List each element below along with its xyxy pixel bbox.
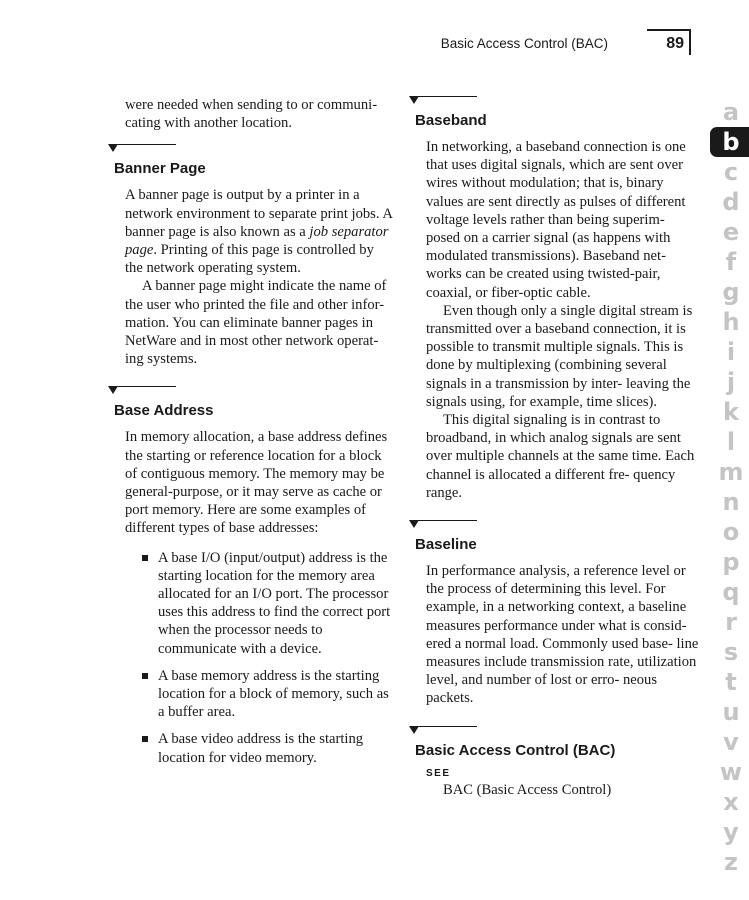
thumb-index-letter-r: r — [725, 608, 737, 636]
thumb-index-letter-i: i — [726, 338, 736, 366]
right-column — [409, 96, 699, 799]
entry-paragraph: A banner page might indicate the name of the user who printed the file and other infor- mation. You can eliminate banner pages in NetWare and in most other network operat- ing systems. — [125, 278, 387, 368]
entry-base-address — [108, 386, 394, 766]
page-number: 89 — [666, 35, 684, 52]
entry-title: Base Address — [114, 402, 214, 420]
thumb-index-letter-b: b — [710, 127, 749, 157]
thumb-index-letter-k: k — [723, 398, 739, 426]
thumb-index-letter-s: s — [723, 638, 739, 666]
alphabet-thumb-index — [706, 97, 749, 877]
entry-title: Baseband — [415, 112, 487, 129]
entry-paragraph: A banner page is output by a printer in a network environment to separate print jobs. A banner page is also known as a job separator page. Printing of this page is controlled by the network operating system. — [125, 187, 393, 277]
running-header — [440, 36, 690, 58]
thumb-index-letter-a: a — [722, 98, 740, 126]
thumb-index-letter-w: w — [719, 758, 743, 786]
thumb-index-letter-v: v — [723, 728, 739, 756]
triangle-marker-icon — [409, 96, 419, 104]
thumb-index-letter-j: j — [726, 368, 736, 396]
entry-marker — [108, 386, 394, 398]
entry-baseline — [409, 520, 699, 708]
thumb-index-letter-u: u — [722, 698, 740, 726]
bullet-square-icon — [142, 555, 148, 561]
header-rule-vertical — [689, 29, 691, 55]
thumb-index-letter-p: p — [722, 548, 740, 576]
header-rule — [647, 29, 691, 31]
entry-paragraph: Even though only a single digital stream is transmitted over a baseband connection, it is possible to transmit multiple signals. This is done by multiplexing (combining several signals in a transmission by inter- leaving the signals using, for example, time slices). — [426, 302, 693, 410]
thumb-index-letter-o: o — [722, 518, 740, 546]
triangle-marker-icon — [108, 144, 118, 152]
thumb-index-letter-m: m — [718, 458, 744, 486]
thumb-index-letter-c: c — [723, 158, 739, 186]
entry-marker — [409, 96, 699, 108]
bullet-square-icon — [142, 736, 148, 742]
thumb-index-letter-e: e — [722, 218, 740, 246]
triangle-marker-icon — [108, 386, 118, 394]
thumb-index-letter-f: f — [725, 248, 737, 276]
left-column — [108, 96, 394, 776]
thumb-index-letter-d: d — [722, 188, 740, 216]
entry-marker — [108, 144, 394, 156]
bullet-list — [108, 549, 394, 767]
thumb-index-letter-l: l — [726, 428, 736, 456]
carry-over-text: were needed when sending to or communi- cating with another location. — [125, 97, 378, 132]
emphasis-term: job separator page — [125, 223, 389, 259]
thumb-index-letter-y: y — [723, 818, 739, 846]
entry-paragraph: In networking, a baseband connection is one that uses digital signals, which are sent over wires without modulation; that is, binary values are sent directly as pulses of different voltage levels rather than being superim- posed on a carrier signal (as happens with modulated transmissions). Baseband net- works can be created using twisted-pair, coaxial, or fiber-optic cable. — [426, 139, 686, 301]
list-item: A base memory address is the starting location for a block of memory, such as a buffer area. — [108, 667, 394, 722]
entry-marker — [409, 726, 699, 738]
entry-title: Basic Access Control (BAC) — [415, 741, 616, 759]
entry-title: Banner Page — [114, 160, 206, 178]
entry-banner-page — [108, 144, 394, 368]
list-item: A base video address is the starting location for video memory. — [108, 730, 394, 766]
thumb-index-letter-n: n — [722, 488, 740, 516]
entry-basic-access-control — [409, 726, 699, 799]
list-item: A base I/O (input/output) address is the starting location for the memory area allocated for an I/O port. The processor uses this address to find the correct port when the processor needs to communicate with a device. — [108, 549, 394, 658]
thumb-index-letter-x: x — [723, 788, 739, 816]
thumb-index-letter-z: z — [724, 848, 738, 876]
thumb-index-letter-q: q — [722, 578, 740, 606]
thumb-index-letter-h: h — [722, 308, 740, 336]
cross-reference: BAC (Basic Access Control) — [443, 781, 612, 798]
entry-paragraph: This digital signaling is in contrast to broadband, in which analog signals are sent over multiple channels at the same time. Each channel is allocated a different fre- quency range. — [426, 412, 695, 501]
entry-paragraph: In performance analysis, a reference level or the process of determining this level. For example, in a networking context, a baseline measures performance under what is consid- ered a normal load. Commonly used base- line measures include transmission rate, utilization level, and number of lost or erro- neous packets. — [426, 563, 699, 707]
bullet-square-icon — [142, 673, 148, 679]
thumb-index-letter-t: t — [725, 668, 737, 696]
entry-marker — [409, 520, 699, 532]
see-label: SEE — [426, 767, 451, 779]
triangle-marker-icon — [409, 520, 419, 528]
entry-baseband — [409, 96, 699, 502]
thumb-index-letter-g: g — [722, 278, 740, 306]
running-header-title: Basic Access Control (BAC) — [440, 36, 608, 51]
triangle-marker-icon — [409, 726, 419, 734]
entry-paragraph: In memory allocation, a base address defines the starting or reference location for a block of contiguous memory. The memory may be general-purpose, or it may serve as cache or port memory. Here are some examples of different types of base addresses: — [125, 429, 388, 537]
entry-title: Baseline — [415, 536, 477, 554]
